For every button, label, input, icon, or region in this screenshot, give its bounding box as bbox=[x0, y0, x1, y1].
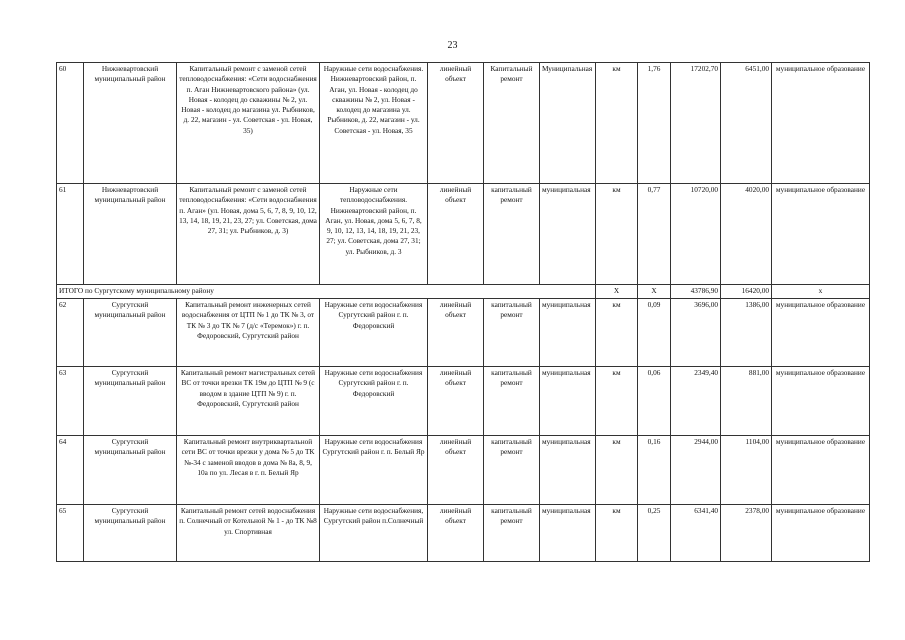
ownership-cell: муниципальная bbox=[540, 436, 596, 505]
work-description-cell: Капитальный ремонт инженерных сетей водоснабжения от ЦТП № 1 до ТК № 3, от ТК № 3 до ТК № 7 (д/с «Теремок») г. п. Федоровский, Сургутский район bbox=[177, 299, 320, 367]
total-label: ИТОГО по Сургутскому муниципальному району bbox=[57, 285, 596, 299]
subsidy-cell: 1386,00 bbox=[721, 299, 772, 367]
subsidy-cell: 6451,00 bbox=[721, 63, 772, 184]
owner-cell: муниципальное образование bbox=[772, 299, 870, 367]
ownership-cell: Муниципальная bbox=[540, 63, 596, 184]
cost-cell: 3696,00 bbox=[671, 299, 721, 367]
object-cell: Наружные сети водоснабжения Сургутский район г. п. Федоровский bbox=[320, 367, 428, 436]
unit-cell: км bbox=[596, 63, 638, 184]
unit-cell: км bbox=[596, 505, 638, 562]
total-row bbox=[57, 285, 870, 299]
municipality-cell: Нижневартовский муниципальный район bbox=[84, 184, 177, 285]
table-row bbox=[57, 505, 870, 562]
table-row bbox=[57, 436, 870, 505]
row-number: 63 bbox=[57, 367, 84, 436]
repair-type-cell: капитальный ремонт bbox=[484, 505, 540, 562]
work-description-cell: Капитальный ремонт с заменой сетей тепловодоснабжения: «Сети водоснабжения п. Аган Нижневартовского района» (ул. Новая - колодец до скважины № 2, ул. Новая - колодец до магазина ул. Рыбников, д. 22, магазин - ул. Советская - ул. Новая, 35) bbox=[177, 63, 320, 184]
object-type-cell: линейный объект bbox=[428, 367, 484, 436]
ownership-cell: муниципальная bbox=[540, 184, 596, 285]
ownership-cell: муниципальная bbox=[540, 367, 596, 436]
repair-type-cell: капитальный ремонт bbox=[484, 184, 540, 285]
length-cell: 0,25 bbox=[638, 505, 671, 562]
table-row bbox=[57, 184, 870, 285]
subsidy-cell: 4020,00 bbox=[721, 184, 772, 285]
owner-cell: муниципальное образование bbox=[772, 184, 870, 285]
object-type-cell: линейный объект bbox=[428, 505, 484, 562]
owner-cell: муниципальное образование bbox=[772, 505, 870, 562]
unit-cell: км bbox=[596, 367, 638, 436]
cost-cell: 17202,70 bbox=[671, 63, 721, 184]
table-row bbox=[57, 299, 870, 367]
length-cell: 0,16 bbox=[638, 436, 671, 505]
subsidy-cell: 2378,00 bbox=[721, 505, 772, 562]
total-subsidy: 16420,00 bbox=[721, 285, 772, 299]
ownership-cell: муниципальная bbox=[540, 505, 596, 562]
owner-cell: муниципальное образование bbox=[772, 436, 870, 505]
total-length: X bbox=[638, 285, 671, 299]
row-number: 62 bbox=[57, 299, 84, 367]
row-number: 65 bbox=[57, 505, 84, 562]
repair-type-cell: Капитальный ремонт bbox=[484, 63, 540, 184]
length-cell: 1,76 bbox=[638, 63, 671, 184]
total-owner: x bbox=[772, 285, 870, 299]
object-type-cell: линейный объект bbox=[428, 63, 484, 184]
object-cell: Наружные сети тепловодоснабжения. Нижневартовский район, п. Аган, ул. Новая, дома 5, 6, 7, 8, 9, 10, 12, 13, 14, 18, 19, 21, 23, 27; ул. Советская, дома 27, 31; ул. Рыбников, д. 3 bbox=[320, 184, 428, 285]
object-type-cell: линейный объект bbox=[428, 184, 484, 285]
municipality-cell: Сургутский муниципальный район bbox=[84, 505, 177, 562]
municipality-cell: Сургутский муниципальный район bbox=[84, 299, 177, 367]
subsidy-cell: 1104,00 bbox=[721, 436, 772, 505]
work-description-cell: Капитальный ремонт с заменой сетей тепловодоснабжения: «Сети водоснабжения п. Аган» (ул. Новая, дома 5, 6, 7, 8, 9, 10, 12, 13, 14, 18, 19, 21, 23, 27; ул. Советская, дома 27, 31; ул. Рыбников, д. 3) bbox=[177, 184, 320, 285]
owner-cell: муниципальное образование bbox=[772, 63, 870, 184]
unit-cell: км bbox=[596, 299, 638, 367]
municipality-cell: Нижневартовский муниципальный район bbox=[84, 63, 177, 184]
object-cell: Наружные сети водоснабжения Сургутский район г. п. Белый Яр bbox=[320, 436, 428, 505]
row-number: 61 bbox=[57, 184, 84, 285]
subsidy-cell: 881,00 bbox=[721, 367, 772, 436]
object-cell: Наружные сети водоснабжения, Сургутский район п.Солнечный bbox=[320, 505, 428, 562]
table-row bbox=[57, 367, 870, 436]
objects-table bbox=[56, 62, 870, 562]
row-number: 60 bbox=[57, 63, 84, 184]
total-cost: 43786,90 bbox=[671, 285, 721, 299]
cost-cell: 6341,40 bbox=[671, 505, 721, 562]
repair-type-cell: капитальный ремонт bbox=[484, 436, 540, 505]
ownership-cell: муниципальная bbox=[540, 299, 596, 367]
object-cell: Наружные сети водоснабжения Сургутский район г. п. Федоровский bbox=[320, 299, 428, 367]
cost-cell: 2349,40 bbox=[671, 367, 721, 436]
work-description-cell: Капитальный ремонт внутриквартальной сети ВС от точки врезки у дома № 5 до ТК №-34 с заменой вводов в дома № 8а, 8, 9, 10а по ул. Лесая в г. п. Белый Яр bbox=[177, 436, 320, 505]
municipality-cell: Сургутский муниципальный район bbox=[84, 367, 177, 436]
repair-type-cell: капитальный ремонт bbox=[484, 299, 540, 367]
municipality-cell: Сургутский муниципальный район bbox=[84, 436, 177, 505]
cost-cell: 2944,00 bbox=[671, 436, 721, 505]
total-unit: X bbox=[596, 285, 638, 299]
work-description-cell: Капитальный ремонт сетей водоснабжения п. Солнечный от Котельной № 1 - до ТК №8 ул. Спортивная bbox=[177, 505, 320, 562]
length-cell: 0,06 bbox=[638, 367, 671, 436]
table-row bbox=[57, 63, 870, 184]
cost-cell: 10720,00 bbox=[671, 184, 721, 285]
row-number: 64 bbox=[57, 436, 84, 505]
repair-type-cell: капитальный ремонт bbox=[484, 367, 540, 436]
page-number: 23 bbox=[447, 40, 458, 51]
work-description-cell: Капитальный ремонт магистральных сетей ВС от точки врезки ТК 19м до ЦТП № 9 (с вводом в здание ЦТП № 9) г. п. Федоровский, Сургутский район bbox=[177, 367, 320, 436]
unit-cell: км bbox=[596, 436, 638, 505]
object-type-cell: линейный объект bbox=[428, 436, 484, 505]
owner-cell: муниципальное образование bbox=[772, 367, 870, 436]
length-cell: 0,09 bbox=[638, 299, 671, 367]
object-type-cell: линейный объект bbox=[428, 299, 484, 367]
object-cell: Наружные сети водоснабжения. Нижневартовский район, п. Аган, ул. Новая - колодец до скважины № 2, ул. Новая - колодец до магазина ул. Рыбников, д. 22, магазин - ул. Советская - ул. Новая, 35 bbox=[320, 63, 428, 184]
unit-cell: км bbox=[596, 184, 638, 285]
length-cell: 0,77 bbox=[638, 184, 671, 285]
